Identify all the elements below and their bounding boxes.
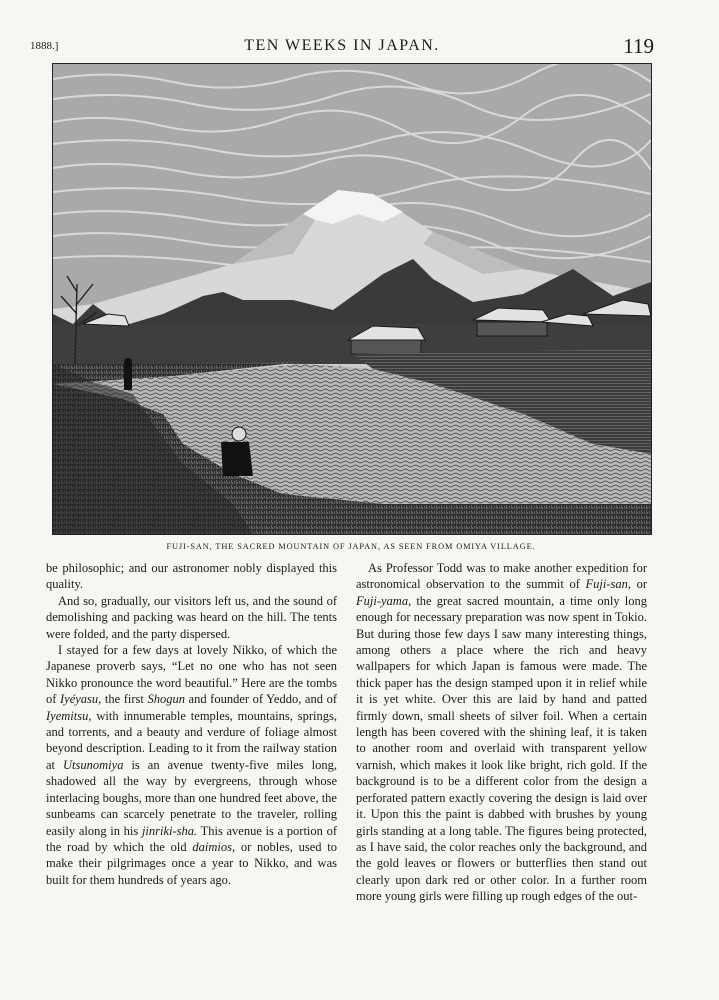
text-run: I stayed for a few days at lovely Nikko, of which the Japanese proverb says, “Let no one who has not seen Nikko pronounce the word beautiful.” Here are the tombs of (46, 643, 337, 707)
running-header (30, 36, 654, 58)
right-paragraph-1 (356, 560, 647, 905)
header-title: TEN WEEKS IN JAPAN. (244, 37, 440, 54)
engraving-art (53, 64, 651, 534)
fuji-engraving-illustration (52, 63, 652, 535)
left-column (46, 560, 337, 888)
left-paragraph-2: And so, gradually, our visitors left us, and the sound of demolishing and packing was heard on the hill. The tents were folded, and the party dispersed. (46, 593, 337, 641)
header-year: 1888.] (30, 40, 59, 52)
italic-term: Iyemitsu (46, 708, 89, 723)
text-run: As Professor Todd was to make another expedition for astronomical observation to the summit of (356, 561, 647, 592)
text-run: This avenue is a portion of the road by which the old (46, 823, 337, 854)
text-run: or (630, 577, 647, 592)
left-paragraph-3 (46, 642, 337, 888)
text-run: the great sacred mountain, a time only long enough for necessary preparation was now spent in Tokio. But during those few days I saw many interesting things, among others a place where the rich and heavy wallpapers for which Japan is famous were made. The thick paper has the design stamped upon it in relief while it is yet white. Over this are laid by hand and patted firmly down, small sheets of silver foil. When a certain length has been covered with the shining leaf, it is taken to another room and overlaid with transparent yellow varnish, which makes it look like bright, rich gold. If the background is to be a different color from the design a perforated pattern exactly covering the design is laid over it. Upon this the paint is dabbed with brushes by young girls standing at a long table. The figures being protected, as I have said, the color reaches only the background, and the gold leaves or flowers or butterflies then stand out clearly upon dark red or other color. In a further room more young girls were filling up rough edges of the out- (356, 593, 647, 904)
italic-term: Iyéyasu (60, 692, 99, 707)
italic-term: daimios, (192, 839, 236, 854)
text-run: , with innumerable temples, mountains, springs, and torrents, and a beauty and verdure of foliage almost beyond description. Leading to it from the railway station at (46, 708, 337, 772)
left-paragraph-1: be philosophic; and our astronomer nobly displayed this quality. (46, 561, 337, 592)
italic-term: Shogun (147, 692, 185, 707)
italic-term: Fuji-yama, (356, 593, 412, 608)
right-column (356, 560, 647, 905)
italic-term: jinriki-sha. (141, 823, 198, 838)
text-run: and founder of Yeddo, and of (184, 692, 337, 707)
text-run: or nobles, used to make their pilgrimages once a year to Nikko, and was built for them hundreds of years ago. (46, 839, 337, 887)
italic-term: Fuji-san, (585, 577, 631, 592)
text-run: , the first (98, 692, 148, 707)
page-number: 119 (623, 34, 654, 58)
italic-term: Utsunomiya (63, 757, 124, 772)
figure-caption: FUJI-SAN, THE SACRED MOUNTAIN OF JAPAN, AS SEEN FROM OMIYA VILLAGE. (166, 542, 536, 551)
text-run: is an avenue twenty-five miles long, shadowed all the way by evergreens, through whose interlacing boughs, more than one hundred feet above, the sunbeams can scarcely penetrate to the traveler, rolling easily along in his (46, 757, 338, 838)
